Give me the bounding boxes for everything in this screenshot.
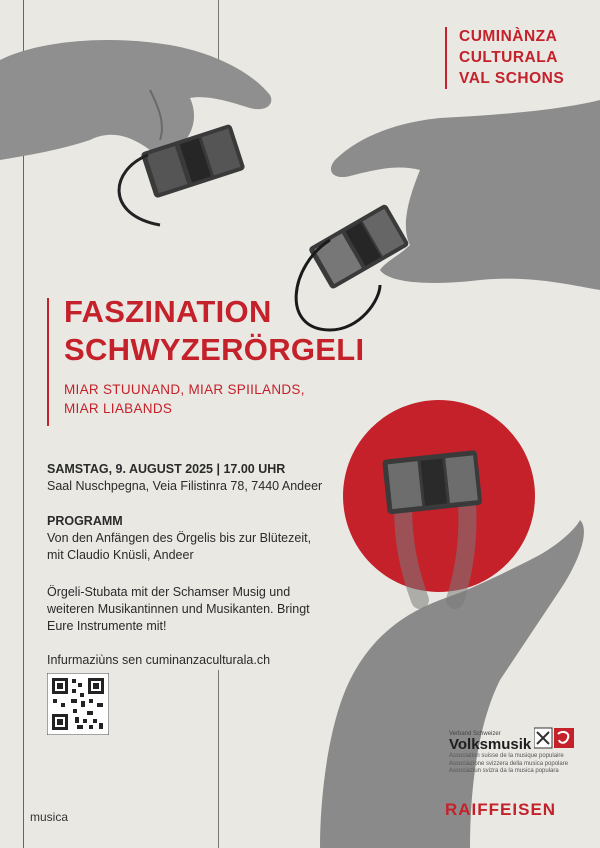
program-item-2-line-3: Eure Instrumente mit!	[47, 619, 167, 633]
info-line	[47, 652, 270, 669]
title-line-1: FASZINATION	[64, 294, 272, 329]
info-link[interactable]: Infurmaziùns sen cuminanzaculturala.ch	[47, 653, 271, 667]
title-accent-bar	[47, 298, 49, 426]
subtitle-line-1: MIAR STUUNAND, MIAR SPIILANDS,	[64, 382, 305, 397]
vsv-line-2: Associazione svizzera della musica popolare	[449, 760, 569, 767]
program-item-1-line-1: Von den Anfängen des Örgelis bis zur Blütezeit,	[47, 531, 312, 545]
vsv-small-label: Verband Schweizer	[449, 731, 501, 737]
event-details	[47, 461, 322, 495]
event-date-time: SAMSTAG, 9. AUGUST 2025 | 17.00 UHR	[47, 462, 286, 476]
program-item-2-line-2: weiteren Musikantinnen und Musikanten. Bringt	[47, 602, 310, 616]
subtitle-line-2: MIAR LIABANDS	[64, 401, 173, 416]
event-subtitle	[64, 380, 305, 418]
organization-line-2: CULTURALA	[459, 49, 558, 66]
program-item-1-line-2: mit Claudio Knüsli, Andeer	[47, 548, 194, 562]
vsv-line-1: Association suisse de la musique populaire	[449, 753, 564, 759]
event-title	[64, 293, 364, 369]
vsv-name: Volksmusik	[449, 736, 532, 753]
event-venue: Saal Nuschpegna, Veia Filistinra 78, 7440 Andeer	[47, 479, 323, 493]
vsv-emblem-icon	[534, 726, 576, 750]
program-heading: PROGRAMM	[47, 514, 123, 528]
program-item-2	[47, 584, 310, 635]
organization-line-3: VAL SCHONS	[459, 70, 565, 87]
vsv-line-3: Associaziun svizra da la musica populara	[449, 768, 559, 774]
organization-line-1: CUMINÀNZA	[459, 28, 558, 45]
sponsor-raiffeisen-logo: RAIFFEISEN	[445, 800, 557, 819]
program-section	[47, 513, 311, 564]
footer-musica: musica	[30, 810, 69, 824]
title-line-2: SCHWYZERÖRGELI	[64, 332, 365, 367]
program-item-2-line-1: Örgeli-Stubata mit der Schamser Musig und	[47, 585, 291, 599]
qr-code[interactable]	[47, 673, 109, 735]
